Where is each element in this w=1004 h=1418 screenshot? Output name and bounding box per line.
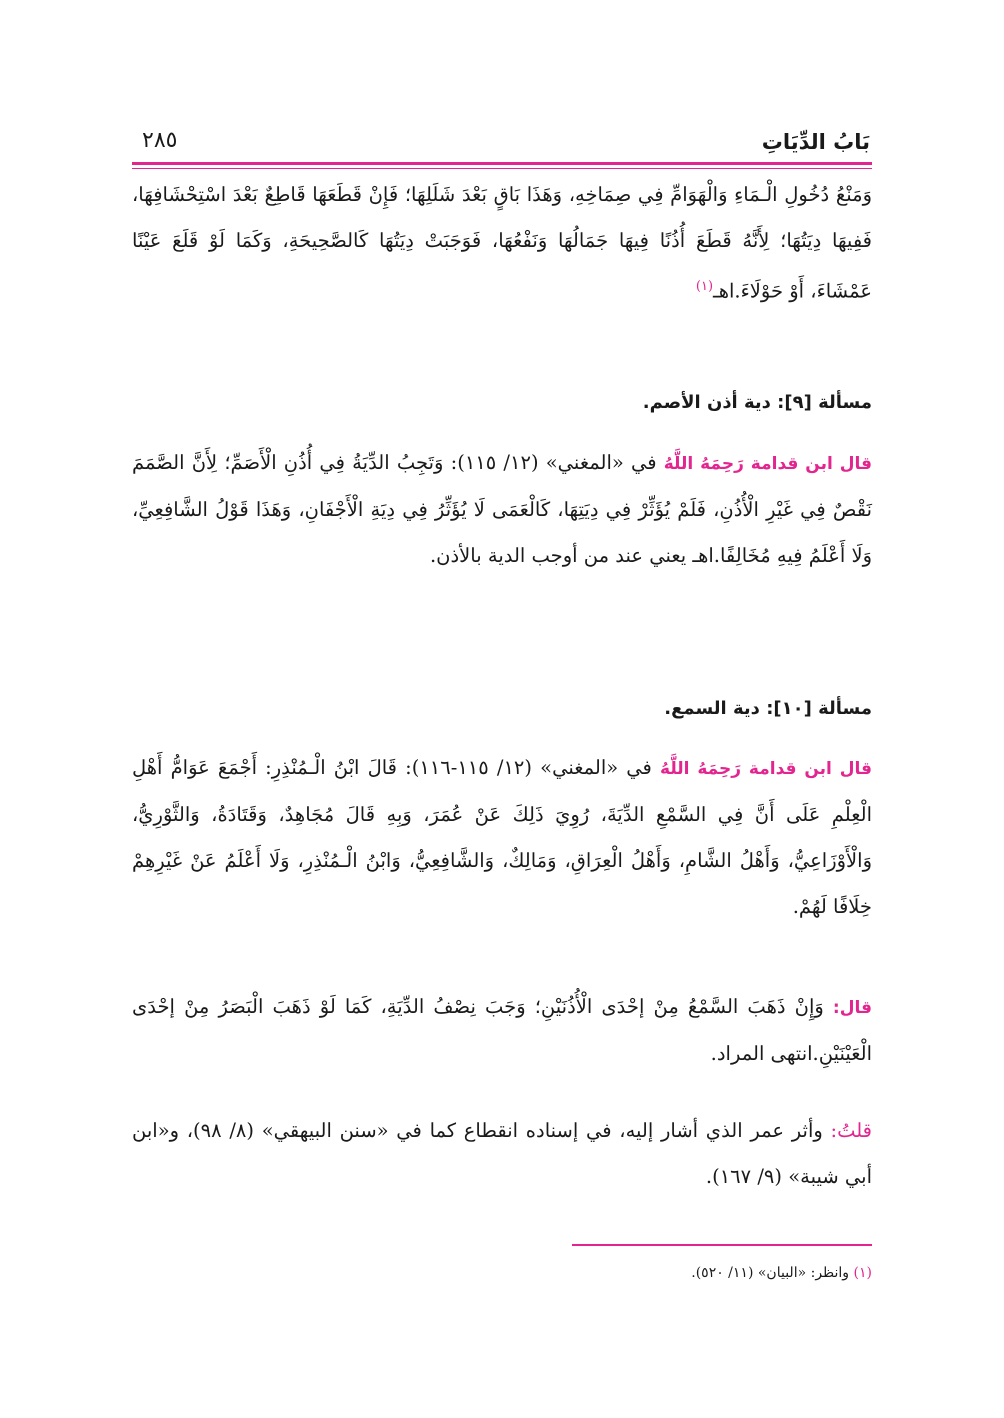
heading-9-text: دية أذن الأصم.	[642, 392, 778, 413]
document-page	[132, 0, 872, 1418]
paragraph-4-text: وَإِنْ ذَهَبَ السَّمْعُ مِنْ إحْدَى الْأُذُنَيْنِ؛ وَجَبَ نِصْفُ الدِّيَةِ، كَمَا لَوْ ذَهَبَ الْبَصَرُ مِنْ إحْدَى الْعَيْنَيْنِ.انتهى المراد.	[132, 995, 872, 1065]
paragraph-5-text: وأثر عمر الذي أشار إليه، في إسناده انقطاع كما في «سنن البيهقي» (٨/ ٩٨)، و«ابن أبي شيبة» (٩/ ١٦٧).	[132, 1119, 872, 1188]
page-header	[132, 120, 872, 160]
footnote-reference[interactable]: (١)	[695, 279, 714, 294]
footnote-marker: (١)	[853, 1265, 872, 1281]
paragraph-5-lead: قلتُ:	[830, 1119, 872, 1142]
paragraph-3-lead: قال ابن قدامة رَحِمَهُ اللَّهُ	[660, 759, 872, 779]
paragraph-1	[132, 172, 872, 315]
section-heading-9	[132, 392, 872, 413]
paragraph-4	[132, 984, 872, 1077]
footnote	[132, 1265, 872, 1281]
page-number: ٢٨٥	[142, 128, 178, 153]
heading-10-text: دية السمع.	[664, 698, 767, 719]
heading-9-label: مسألة [٩]:	[777, 392, 872, 413]
paragraph-2	[132, 440, 872, 579]
header-rule-thin	[132, 168, 872, 169]
paragraph-3	[132, 745, 872, 930]
footnote-text: وانظر: «البيان» (١١/ ٥٢٠).	[691, 1265, 854, 1281]
header-rule-thick	[132, 162, 872, 165]
paragraph-2-text: في «المغني» (١٢/ ١١٥): وَتَجِبُ الدِّيَةُ فِي أُذُنِ الْأَصَمِّ؛ لِأَنَّ الصَّمَمَ نَقْصٌ فِي غَيْرِ الْأُذُنِ، فَلَمْ يُؤَثِّرْ فِي دِيَتِهَا، كَالْعَمَى لَا يُؤَثِّرُ فِي دِيَةِ الْأَجْفَانِ، وَهَذَا قَوْلُ الشَّافِعِيِّ، وَلَا أَعْلَمُ فِيهِ مُخَالِفًا.اهـ يعني عند من أوجب الدية بالأذن.	[132, 451, 872, 567]
paragraph-3-text: في «المغني» (١٢/ ١١٥-١١٦): قَالَ ابْنُ الْـمُنْذِرِ: أَجْمَعَ عَوَامُّ أَهْلِ الْعِلْمِ عَلَى أَنَّ فِي السَّمْعِ الدِّيَةَ، رُوِيَ ذَلِكَ عَنْ عُمَرَ، وَبِهِ قَالَ مُجَاهِدٌ، وَقَتَادَةُ، وَالثَّوْرِيُّ، وَالْأَوْزَاعِيُّ، وَأَهْلُ الشَّامِ، وَأَهْلُ الْعِرَاقِ، وَمَالِكٌ، وَالشَّافِعِيُّ، وَابْنُ الْـمُنْذِرِ، وَلَا أَعْلَمُ عَنْ غَيْرِهِمْ خِلَافًا لَهُمْ.	[132, 756, 872, 918]
heading-10-label: مسألة [١٠]:	[766, 698, 872, 719]
paragraph-2-lead: قال ابن قدامة رَحِمَهُ اللَّهُ	[663, 454, 872, 474]
footnote-rule	[572, 1244, 872, 1246]
chapter-title: بَابُ الدِّيَاتِ	[761, 130, 870, 154]
paragraph-5	[132, 1108, 872, 1200]
section-heading-10	[132, 698, 872, 719]
paragraph-4-lead: قال:	[832, 998, 872, 1018]
paragraph-1-text: وَمَنْعُ دُخُولِ الْـمَاءِ وَالْهَوَامِّ فِي صِمَاخِهِ، وَهَذَا بَاقٍ بَعْدَ شَلَلِهَا؛ فَإِنْ قَطَعَهَا قَاطِعٌ بَعْدَ اسْتِحْشَافِهَا، فَفِيهَا دِيَتُهَا؛ لِأَنَّهُ قَطَعَ أُذُنًا فِيهَا جَمَالُهَا وَنَفْعُهَا، فَوَجَبَتْ دِيَتُهَا كَالصَّحِيحَةِ، وَكَمَا لَوْ قَلَعَ عَيْنًا عَمْشَاءَ، أَوْ حَوْلَاءَ.اهـ	[132, 183, 873, 303]
